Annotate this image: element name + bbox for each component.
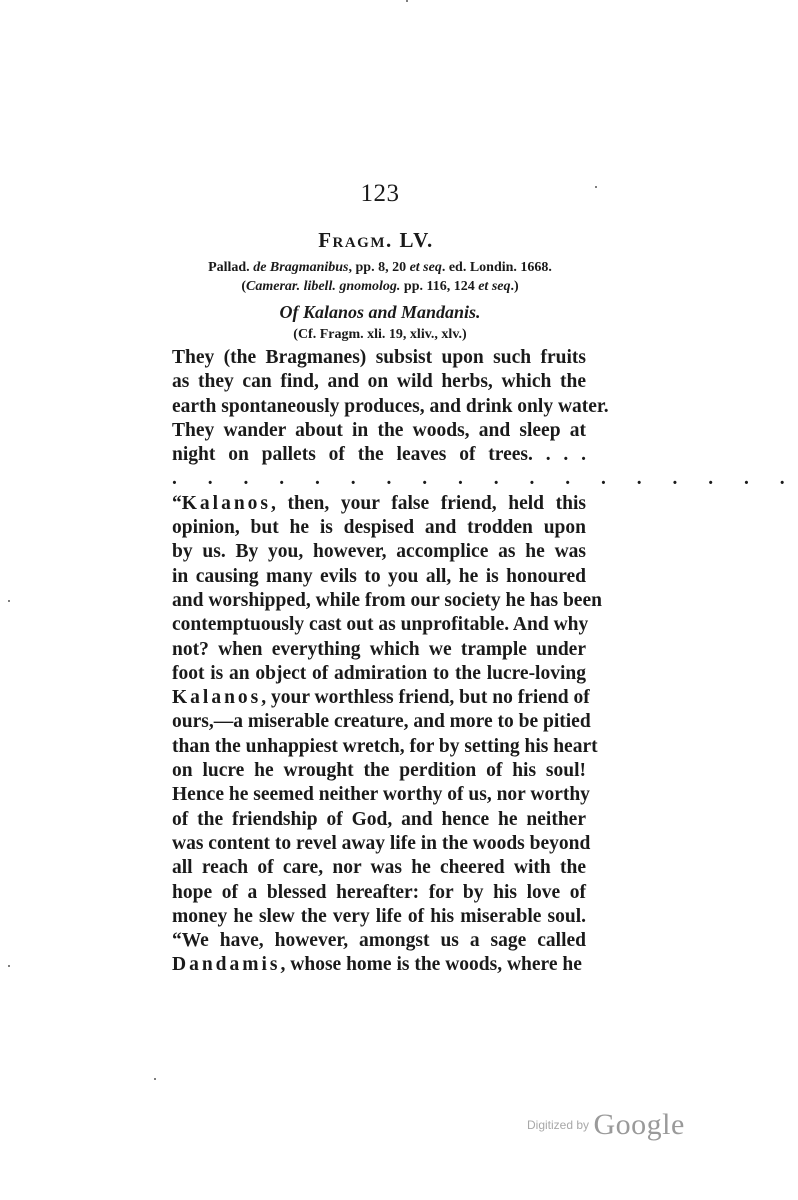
body-line: Kalanos, your worthless friend, but no friend of [172,687,590,709]
body-line: by us. By you, however, accomplice as he was [172,541,586,563]
body-line: than the unhappiest wretch, for by setting his heart [172,735,598,757]
citation-line-1-text: Pallad. de Bragmanibus, pp. 8, 20 et seq. ed. Londin. 1668. [208,260,552,275]
scan-speck [595,186,597,188]
italic-term: et seq [409,260,442,275]
body-line: They (the Bragmanes) subsist upon such fruits [172,347,586,368]
italic-term: de Bragmanibus [253,260,349,275]
google-logo: Google [593,1108,685,1141]
body-line: in causing many evils to you all, he is honoured [172,565,586,587]
body-line: was content to revel away life in the woods beyond [172,832,591,854]
page-number: 123 [360,180,400,207]
body-line: and worshipped, while from our society he has been [172,589,602,611]
body-line: “We have, however, amongst us a sage called [172,930,586,952]
watermark-prefix: Digitized by [527,1118,590,1132]
body-line: money he slew the very life of his miserable soul. [172,905,586,927]
citation-line-2 [170,279,590,295]
citation-line-1 [170,260,590,276]
body-line: contemptuously cast out as unprofitable. And why [172,614,589,636]
spaced-name: Kalanos [181,492,272,514]
body-text [172,346,798,978]
digitized-watermark [527,1108,707,1148]
citation-line-2-text: (Camerar. libell. gnomolog. pp. 116, 124 et seq.) [241,279,519,294]
body-line: earth spontaneously produces, and drink only water. [172,395,609,417]
body-line: on lucre he wrought the perdition of his soul! [172,760,586,782]
body-line: “Kalanos, then, your false friend, held this [172,492,586,514]
spaced-name: Kalanos [172,687,262,709]
ellipsis-row: . . . . . . . . . . . . . . . . . . [172,468,798,490]
body-line: of the friendship of God, and hence he neither [172,808,586,830]
body-line: night on pallets of the leaves of trees. . . . [172,444,586,466]
scan-speck [406,0,408,2]
italic-term: et seq [478,279,511,294]
body-line: opinion, but he is despised and trodden upon [172,517,586,539]
scan-speck [8,965,10,967]
body-line: hope of a blessed hereafter: for by his love of [172,881,586,903]
body-line: not? when everything which we trample under [172,638,586,660]
scan-speck [154,1078,156,1080]
cross-reference: (Cf. Fragm. xli. 19, xliv., xlv.) [293,327,467,342]
italic-term: Camerar. libell. gnomolog. [246,279,401,294]
scan-speck [8,600,10,602]
section-subtitle: Of Kalanos and Mandanis. [279,302,481,322]
body-line: Hence he seemed neither worthy of us, nor worthy [172,784,590,806]
body-line: They wander about in the woods, and sleep at [172,419,586,441]
body-line: ours,—a miserable creature, and more to be pitied [172,711,591,733]
spaced-name: Dandamis [172,954,281,976]
body-line: all reach of care, nor was he cheered with the [172,857,586,879]
body-line: as they can find, and on wild herbs, which the [172,371,586,393]
fragment-title: Fragm. LV. [318,228,434,252]
body-line: Dandamis, whose home is the woods, where he [172,954,582,976]
body-line: foot is an object of admiration to the lucre-loving [172,662,586,684]
